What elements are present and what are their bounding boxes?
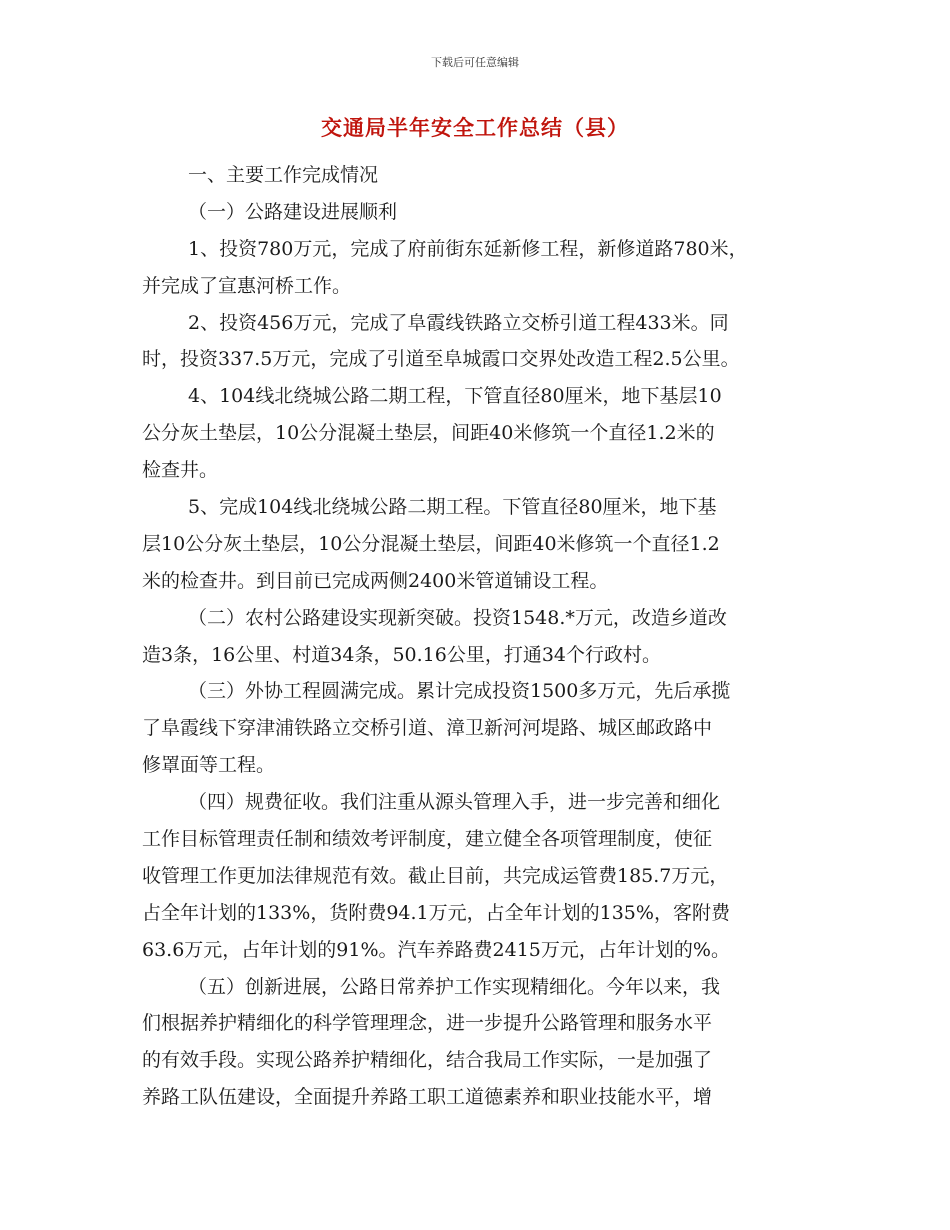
header-note: 下载后可任意编辑 — [431, 56, 519, 69]
paragraph-line: 检查井。 — [142, 459, 219, 482]
paragraph-line: 收管理工作更加法律规范有效。截止目前，共完成运管费185.7万元， — [142, 864, 729, 887]
paragraph-line: 63.6万元，占年计划的91%。汽车养路费2415万元，占年计划的%。 — [142, 938, 730, 961]
subsection-heading: （一）公路建设进展顺利 — [188, 200, 398, 223]
paragraph-line: 5、完成104线北绕城公路二期工程。下管直径80厘米，地下基 — [188, 496, 717, 519]
paragraph-line: （二）农村公路建设实现新突破。投资1548.*万元，改造乡道改 — [188, 606, 727, 629]
paragraph-line: 造3条，16公里、村道34条，50.16公里，打通34个行政村。 — [142, 643, 662, 666]
paragraph-line: （五）创新进展，公路日常养护工作实现精细化。今年以来，我 — [188, 975, 721, 998]
paragraph-line: 养路工队伍建设，全面提升养路工职工道德素养和职业技能水平，增 — [142, 1086, 713, 1109]
paragraph-line: 4、104线北绕城公路二期工程，下管直径80厘米，地下基层10 — [188, 385, 722, 408]
paragraph-line: 的有效手段。实现公路养护精细化，结合我局工作实际，一是加强了 — [142, 1049, 713, 1072]
paragraph-line: 了阜霞线下穿津浦铁路立交桥引道、漳卫新河河堤路、城区邮政路中 — [142, 717, 713, 740]
document-title: 交通局半年安全工作总结（县） — [321, 116, 629, 140]
paragraph-line: 们根据养护精细化的科学管理理念，进一步提升公路管理和服务水平 — [142, 1012, 713, 1035]
paragraph-line: 米的检查井。到目前已完成两侧2400米管道铺设工程。 — [142, 569, 609, 592]
paragraph-line: 时，投资337.5万元，完成了引道至阜城霞口交界处改造工程2.5公里。 — [142, 348, 740, 371]
paragraph-line: 公分灰土垫层，10公分混凝土垫层，间距40米修筑一个直径1.2米的 — [142, 422, 715, 445]
paragraph-line: （四）规费征收。我们注重从源头管理入手，进一步完善和细化 — [188, 791, 721, 814]
document-body — [142, 157, 832, 1116]
paragraph-line: 占全年计划的133%，货附费94.1万元，占全年计划的135%，客附费 — [142, 901, 730, 924]
paragraph-line: 修罩面等工程。 — [142, 754, 276, 777]
section-heading: 一、主要工作完成情况 — [188, 164, 379, 186]
paragraph-line: （三）外协工程圆满完成。累计完成投资1500多万元，先后承揽 — [188, 680, 731, 703]
paragraph-line: 工作目标管理责任制和绩效考评制度，建立健全各项管理制度，使征 — [142, 828, 713, 851]
paragraph-line: 并完成了宣惠河桥工作。 — [142, 274, 352, 297]
paragraph-line: 1、投资780万元，完成了府前街东延新修工程，新修道路780米， — [188, 237, 748, 260]
paragraph-line: 层10公分灰土垫层，10公分混凝土垫层，间距40米修筑一个直径1.2 — [142, 532, 720, 555]
paragraph-line: 2、投资456万元，完成了阜霞线铁路立交桥引道工程433米。同 — [188, 311, 729, 334]
